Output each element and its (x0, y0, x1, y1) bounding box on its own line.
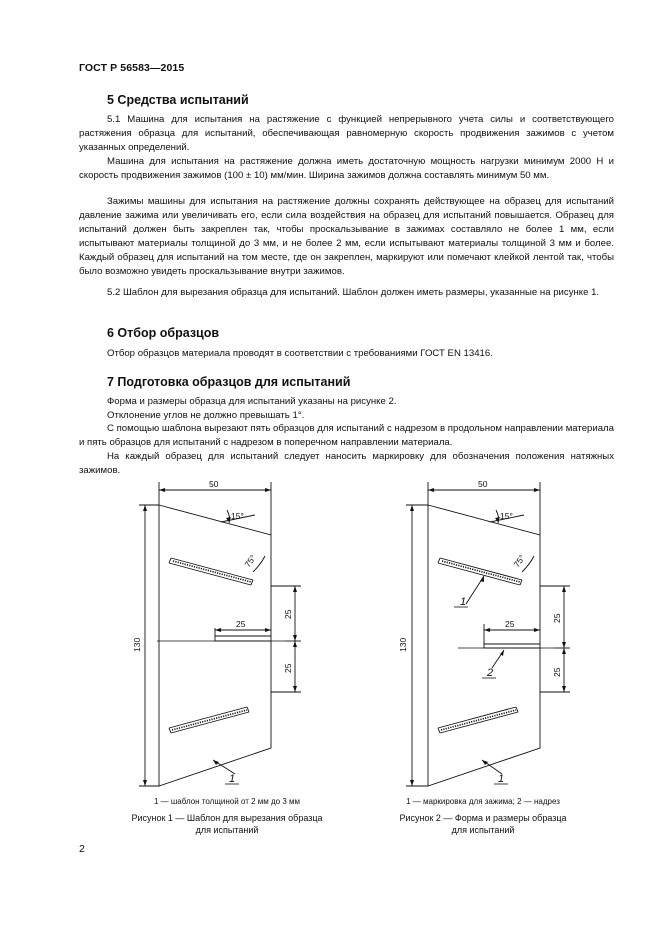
arrowhead-10 (562, 686, 566, 692)
dim-slot-label: 25 (505, 619, 515, 629)
arrowhead-5 (215, 628, 221, 632)
figure-1-caption-line-2: для испытаний (195, 825, 259, 835)
arrowhead-12 (213, 760, 219, 765)
marking-lower (438, 707, 518, 733)
angle-top-label: 15° (231, 511, 244, 521)
section-5-paragraph-4: 5.2 Шаблон для вырезания образца для испытаний. Шаблон должен иметь размеры, указанные на рисунке 1. (107, 287, 600, 298)
section-5-title: 5 Средства испытаний (107, 93, 249, 107)
arrowhead-12 (480, 576, 484, 582)
arrowhead-3 (410, 505, 414, 511)
figure-1-legend: 1 — шаблон толщиной от 2 мм до 3 мм (153, 797, 301, 806)
arrowhead-10 (293, 686, 297, 692)
figure-2-caption-line-2: для испытаний (451, 825, 515, 835)
dim-width-label: 50 (478, 479, 488, 489)
arrowhead-8 (562, 642, 566, 648)
arrowhead-6 (534, 628, 540, 632)
dim-lower-label: 25 (552, 667, 562, 677)
arrowheads (410, 488, 566, 786)
angle-top-label: 15° (500, 511, 513, 521)
section-7-paragraph-3: С помощью шаблона вырезают пять образцов для испытаний с надрезом в продольном направлении материала и пять образцов для испытаний с надрезом в поперечном направлении материала. (79, 423, 614, 449)
figure-2-caption-line-1: Рисунок 2 — Форма и размеры образца (399, 813, 567, 823)
angle-strip-label: 75° (242, 552, 259, 570)
arrowhead-6 (265, 628, 271, 632)
strip-upper (169, 558, 253, 585)
callout-label-2: 2 (487, 667, 494, 679)
dim-width-label: 50 (209, 479, 219, 489)
figure-1-template-drawing (125, 470, 325, 800)
angle-strip-label: 75° (511, 552, 528, 570)
figure-2-specimen-drawing (394, 470, 594, 800)
section-7-paragraph-4: На каждый образец для испытаний следует наносить маркировку для обозначения положения натяжных зажимов. (79, 451, 614, 477)
figure-2-legend: 1 — маркировка для зажима; 2 — надрез (406, 797, 560, 806)
page-number: 2 (79, 843, 85, 855)
section-7-title: 7 Подготовка образцов для испытаний (107, 375, 351, 389)
arrowhead-2 (265, 488, 271, 492)
arrowhead-7 (293, 586, 297, 592)
arrowhead-4 (143, 780, 147, 786)
arrowhead-3 (143, 505, 147, 511)
dim-height-label: 130 (398, 637, 408, 652)
arrowhead-1 (159, 488, 165, 492)
arrowhead-9 (293, 641, 297, 647)
notch (484, 644, 540, 648)
dim-height-label: 130 (132, 637, 142, 652)
callout-label-1a: 1 (460, 596, 467, 608)
arrowhead-7 (562, 586, 566, 592)
document-header: ГОСТ Р 56583—2015 (79, 62, 185, 74)
arrowhead-2 (534, 488, 540, 492)
section-7-paragraph-1: Форма и размеры образца для испытаний указаны на рисунке 2. (107, 396, 397, 407)
dim-lower-label: 25 (283, 663, 293, 673)
section-5-paragraph-3: Зажимы машины для испытания на растяжение должны сохранять действующее на образец для испытаний давление зажима или увеличивать его, если сила воздействия на образец для испытаний повышается. Образец для испытаний должен быть закреплен так, чтобы проскальзывание в зажимах составляло не более 1 мм, если испытывают материалы толщиной до 3 мм, и не более 2 мм, если испытывают материалы толщиной 3 мм и более. Каждый образец для испытаний на том месте, где он закреплен, маркируют или помечают клейкой лентой так, чтобы было возможно увидеть проскальзывание внутри зажимов. (79, 196, 614, 278)
dim-upper-label: 25 (283, 609, 293, 619)
arrowhead-14 (482, 760, 488, 765)
arrowheads (143, 488, 297, 786)
callout-label-1b: 1 (498, 773, 505, 785)
section-6-title: 6 Отбор образцов (107, 326, 220, 340)
marking-upper (438, 558, 522, 585)
arrowhead-9 (562, 648, 566, 654)
slot-notch (215, 636, 271, 641)
strip-lower (169, 707, 249, 733)
dim-slot-label: 25 (236, 619, 246, 629)
section-6-paragraph-1: Отбор образцов материала проводят в соответствии с требованиями ГОСТ EN 13416. (107, 348, 493, 359)
arrowhead-1 (428, 488, 434, 492)
arrowhead-8 (293, 635, 297, 641)
figure-1-caption-line-1: Рисунок 1 — Шаблон для вырезания образца (131, 813, 323, 823)
section-5-paragraph-2: Машина для испытания на растяжение должна иметь достаточную мощность нагрузки минимум 2000 Н и скорость продвижения зажимов (100 ± 10) мм/мин. Ширина зажимов должна составлять минимум 50 мм. (79, 156, 614, 182)
section-7-paragraph-2: Отклонение углов не должно превышать 1°. (107, 410, 305, 421)
template-outline (159, 505, 271, 786)
dim-upper-label: 25 (552, 613, 562, 623)
section-5-paragraph-1: 5.1 Машина для испытания на растяжение с функцией непрерывного учета силы и соответствующего растяжения образца для испытаний, обеспечивающая равномерную скорость продвижения зажимов с учетом указанных определений. (79, 114, 614, 154)
arrowhead-5 (484, 628, 490, 632)
callout-label-1: 1 (229, 773, 236, 785)
arrowhead-4 (410, 780, 414, 786)
